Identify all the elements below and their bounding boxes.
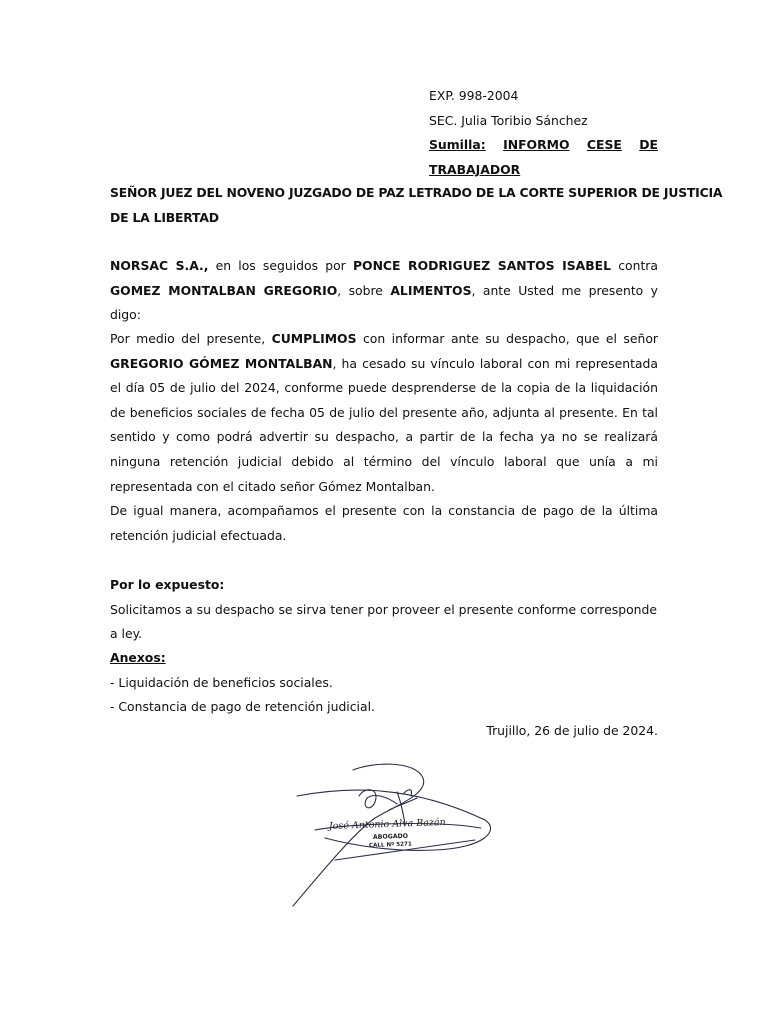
sumilla-word: Sumilla: — [429, 137, 486, 153]
case-header — [429, 84, 658, 182]
secretary-name: SEC. Julia Toribio Sánchez — [429, 112, 588, 128]
intro-paragraph — [110, 254, 658, 328]
body-text: con informar ante su despacho, que el señor — [356, 331, 658, 346]
expediente-number: EXP. 998-2004 — [429, 88, 519, 103]
body-bold: CUMPLIMOS — [271, 331, 357, 346]
sumilla-word: INFORMO — [503, 137, 570, 153]
sumilla-word: DE — [639, 137, 658, 153]
body-paragraph-2: De igual manera, acompañamos el presente con la constancia de pago de la última retención judicial efectuada. — [110, 503, 658, 543]
sumilla-word: CESE — [586, 137, 622, 153]
expuesto-heading: Por lo expuesto: — [110, 577, 225, 592]
body-text: Por medio del presente, — [110, 331, 272, 346]
sumilla-line — [429, 133, 658, 158]
company-name: NORSAC S.A., — [110, 258, 209, 273]
addressee-line: SEÑOR JUEZ DEL NOVENO JUZGADO DE PAZ LETRADO DE LA CORTE SUPERIOR DE JUSTICIA — [110, 185, 723, 200]
stamp-title: ABOGADO — [372, 832, 409, 841]
signature-stamp — [285, 758, 500, 910]
anexos-heading: Anexos: — [110, 650, 166, 665]
body-text: , ha cesado su vínculo laboral con mi representada el día 05 de julio del 2024, conforme puede desprenderse de la copia de la liquidación de beneficios sociales de fecha 05 de julio del presente año, adjunta al presente. En tal sentido y como podrá advertir su despacho, a partir de la fecha ya no se realizará ninguna retención judicial debido al término del vínculo laboral que unía a mi representada con el citado señor Gómez Montalban. — [110, 355, 658, 494]
expuesto-text: Solicitamos a su despacho se sirva tener por proveer el presente conforme corresponde a ley. — [110, 601, 657, 642]
intro-text: en los seguidos por — [208, 258, 353, 273]
sumilla-line2: TRABAJADOR — [429, 161, 521, 177]
intro-text: contra — [611, 258, 658, 273]
body-bold: GREGORIO GÓMEZ MONTALBAN — [110, 355, 333, 371]
anexo-item: - Constancia de pago de retención judicial. — [110, 699, 375, 715]
body-paragraph-1 — [110, 327, 658, 499]
anexo-item: - Liquidación de beneficios sociales. — [110, 674, 333, 690]
stamp-registration: CALL Nº 5271 — [368, 841, 412, 849]
anexos-section — [110, 646, 658, 720]
expuesto-section — [110, 573, 658, 647]
intro-text: , sobre — [337, 282, 391, 298]
defendant-name: GOMEZ MONTALBAN GREGORIO — [110, 282, 338, 298]
addressee-line: DE LA LIBERTAD — [110, 209, 219, 225]
place-date: Trujillo, 26 de julio de 2024. — [486, 723, 658, 738]
stamp-name: José Antonio Alva Bazán — [328, 816, 446, 832]
plaintiff-name: PONCE RODRIGUEZ SANTOS ISABEL — [352, 258, 612, 273]
matter: ALIMENTOS — [390, 282, 472, 298]
addressee — [110, 181, 723, 230]
intro-text: , ante Usted me presento y digo: — [110, 282, 658, 323]
